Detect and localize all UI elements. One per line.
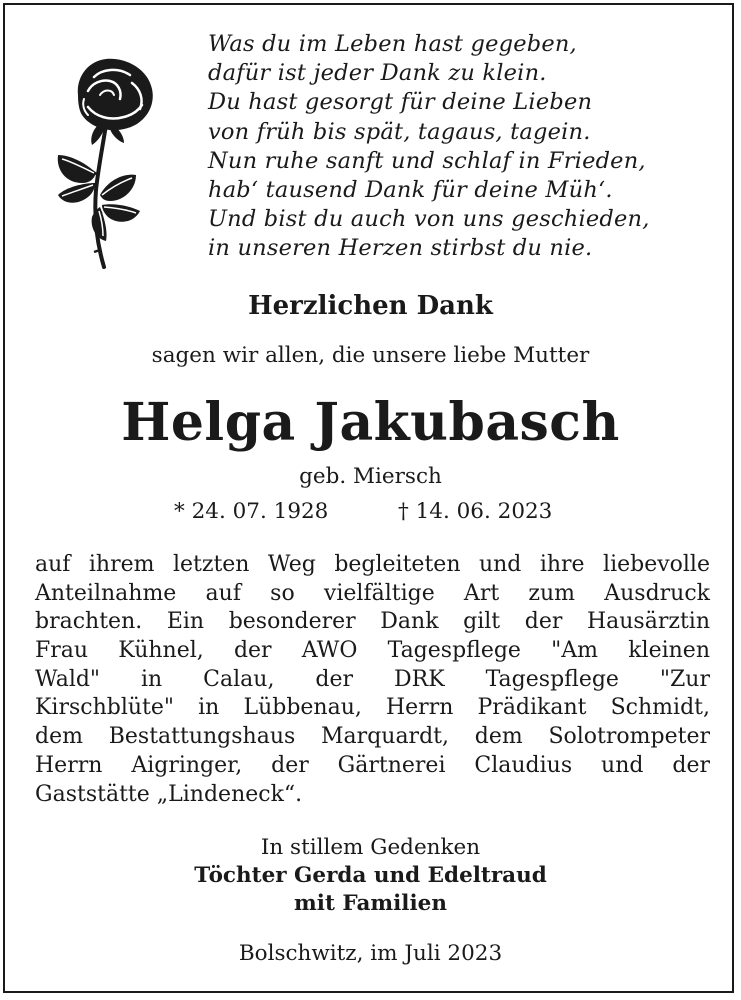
death-date: † 14. 06. 2023 — [398, 499, 553, 524]
mourners-daughters: Töchter Gerda und Edeltraud — [194, 863, 547, 888]
intro-text: sagen wir allen, die unsere liebe Mutter — [151, 343, 590, 368]
remembrance-text: In stillem Gedenken — [260, 835, 481, 860]
body-line: auf ihrem letzten Weg begleiteten und ihre liebevolle — [35, 552, 710, 577]
poem-line: Was du im Leben hast gegeben, — [208, 31, 577, 57]
body-line: Gaststätte „Lindeneck“. — [35, 781, 303, 807]
rose-icon — [48, 55, 158, 275]
poem-line: Du hast gesorgt für deine Lieben — [208, 89, 593, 116]
body-line: brachten. Ein besonderer Dank gilt der Hausärztin — [35, 609, 710, 635]
body-line: Anteilnahme auf so vielfältige Art zum Ausdruck — [35, 580, 710, 606]
poem-line: dafür ist jeder Dank zu klein. — [208, 60, 547, 87]
poem-line: Nun ruhe sanft und schlaf in Frieden, — [208, 147, 646, 174]
poem-line: hab‘ tausend Dank für deine Müh‘. — [208, 177, 613, 204]
thanks-heading: Herzlichen Dank — [248, 291, 493, 321]
birth-date: * 24. 07. 1928 — [174, 499, 329, 524]
body-line: Kirschblüte" in Lübbenau, Herrn Prädikant Schmidt, — [35, 695, 710, 721]
deceased-name: Helga Jakubasch — [121, 392, 620, 453]
body-line: Herrn Aigringer, der Gärtnerei Claudius und der — [35, 752, 710, 778]
poem — [208, 30, 708, 264]
body-line: dem Bestattungshaus Marquardt, dem Solotrompeter — [35, 724, 710, 750]
maiden-name: geb. Miersch — [299, 464, 442, 489]
thanks-body — [35, 551, 710, 809]
place-date: Bolschwitz, im Juli 2023 — [238, 941, 503, 966]
poem-line: in unseren Herzen stirbst du nie. — [208, 235, 593, 262]
body-line: Frau Kühnel, der AWO Tagespflege "Am kleinen — [35, 638, 710, 664]
poem-line: von früh bis spät, tagaus, tagein. — [208, 118, 591, 145]
mourners-families: mit Familien — [294, 891, 447, 916]
body-line: Wald" in Calau, der DRK Tagespflege "Zur — [35, 666, 710, 692]
poem-line: Und bist du auch von uns geschieden, — [208, 206, 650, 233]
